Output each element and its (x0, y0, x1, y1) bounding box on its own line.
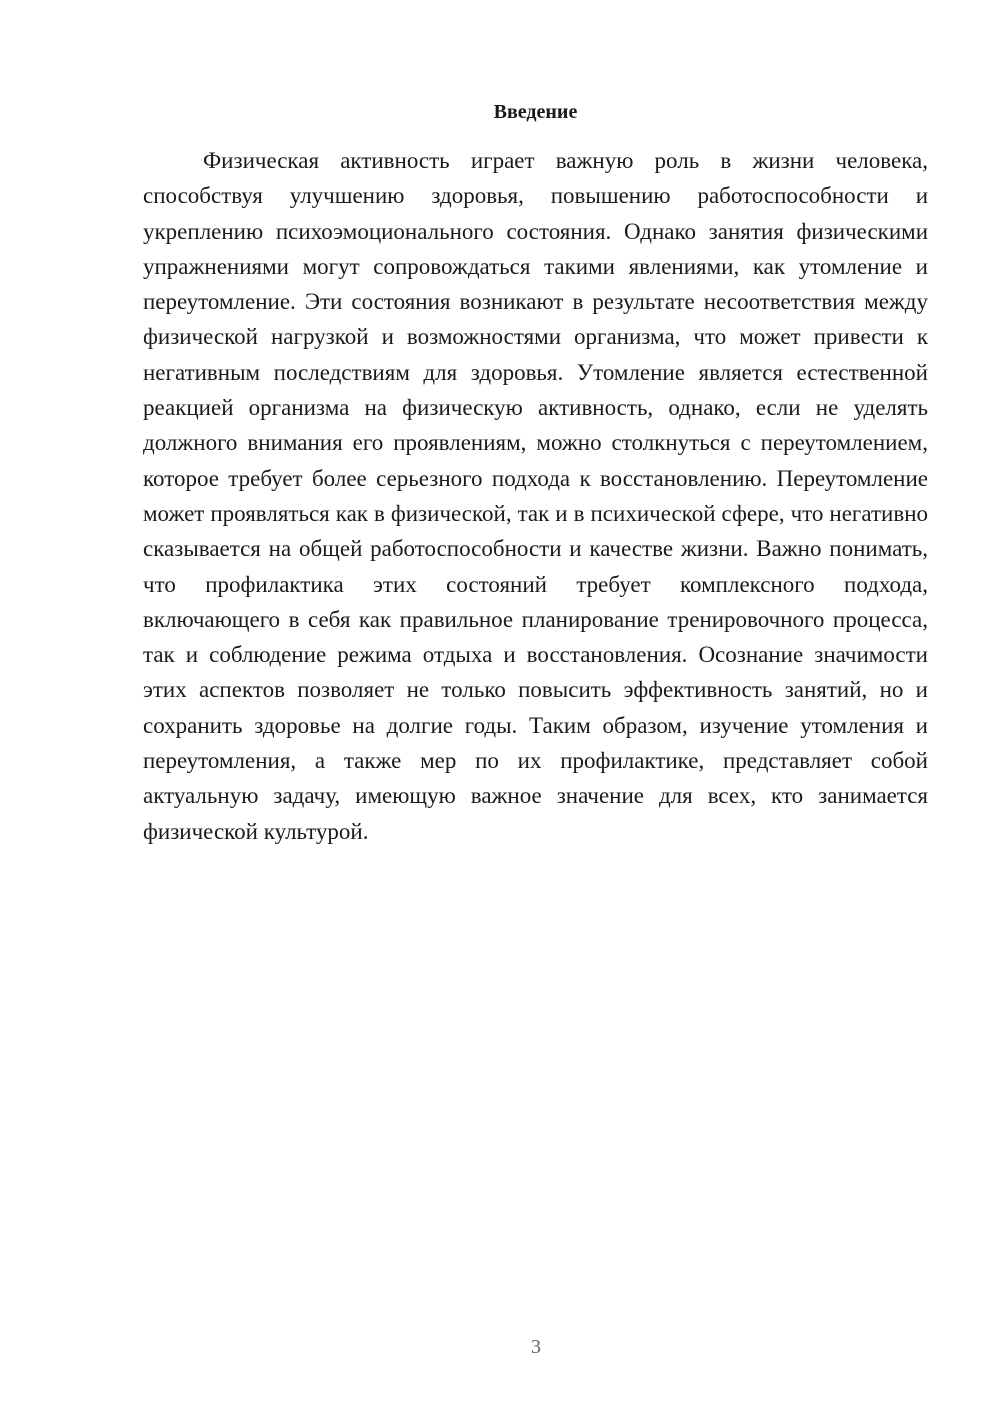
section-heading: Введение (493, 101, 578, 123)
page-number: 3 (531, 1336, 541, 1358)
body-paragraph: Физическая активность играет важную роль в жизни человека, способствуя улучшению здоровья, повышению работоспособности и укреплению психоэмоционального состояния. Однако занятия физическими упражнениями могут сопровождаться такими явлениями, как утомление и переутомление. Эти состояния возникают в результате несоответствия между физической нагрузкой и возможностями организма, что может привести к негативным последствиям для здоровья. Утомление является естественной реакцией организма на физическую активность, однако, если не уделять должного внимания его проявлениям, можно столкнуться с переутомлением, которое требует более серьезного подхода к восстановлению. Переутомление может проявляться как в физической, так и в психической сфере, что негативно сказывается на общей работоспособности и качестве жизни. Важно понимать, что профилактика этих состояний требует комплексного подхода, включающего в себя как правильное планирование тренировочного процесса, так и соблюдение режима отдыха и восстановления. Осознание значимости этих аспектов позволяет не только повысить эффективность занятий, но и сохранить здоровье на долгие годы. Таким образом, изучение утомления и переутомления, а также мер по их профилактике, представляет собой актуальную задачу, имеющую важное значение для всех, кто занимается физической культурой. (143, 148, 928, 844)
